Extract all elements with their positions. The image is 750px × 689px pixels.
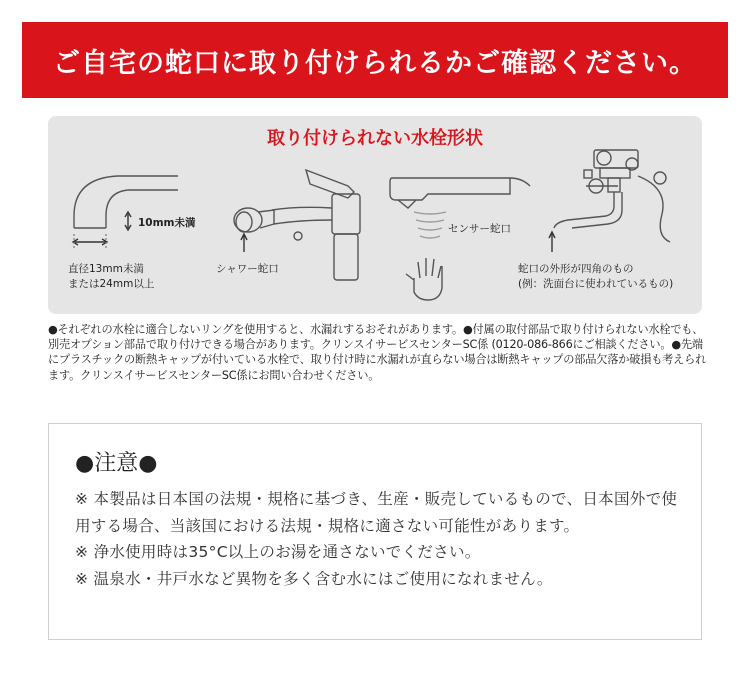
caution-item: ※ 浄水使用時は35°C以上のお湯を通さないでください。	[75, 543, 481, 561]
diameter-label-line2: または24mm以上	[68, 278, 155, 290]
banner-text: ご自宅の蛇口に取り付けられるかご確認ください。	[53, 47, 697, 79]
caution-item: ※ 温泉水・井戸水など異物を多く含む水にはご使用になれません。	[75, 569, 553, 588]
faucet-thick-icon	[73, 176, 178, 248]
square-label-line2: (例：洗面台に使われているもの)	[518, 278, 674, 290]
caution-box	[48, 423, 702, 640]
square-faucet-icon	[549, 150, 670, 252]
caution-item: ※ 本製品は日本国の法規・規格に基づき、生産・販売しているもので、日本国外で使用する場合、当該国における法規・規格に適さない可能性があります。	[75, 490, 678, 535]
sensor-label: センサー蛇口	[448, 223, 511, 235]
square-label-line1: 蛇口の外形が四角のもの	[518, 263, 634, 275]
caution-title: ●注意●	[75, 451, 158, 476]
shower-label: シャワー蛇口	[216, 263, 279, 275]
incompatible-faucets-panel	[48, 116, 702, 314]
header-banner	[22, 22, 728, 98]
compatibility-notes: ●それぞれの水栓に適合しないリングを使用すると、水漏れするおそれがあります。●付属の取付部品で取り付けられない水栓でも、別売オプション部品で取り付けできる場合があります。クリンスイサービスセンターSC係 (0120-086-866にご相談ください。●先端にプラスチックの断熱キャップが付いている水栓で、取り付け時に水漏れが直らない場合は断熱キャップの部品欠落か破損も考えられます。クリンスイサービスセンターSC係にお問い合わせください。	[48, 323, 707, 382]
hand-icon	[406, 258, 442, 300]
caution-body	[75, 486, 681, 592]
thickness-label: 10mm未満	[138, 217, 196, 229]
diameter-label-line1: 直径13mm未満	[68, 263, 144, 275]
panel-title: 取り付けられない水栓形状	[267, 128, 483, 149]
